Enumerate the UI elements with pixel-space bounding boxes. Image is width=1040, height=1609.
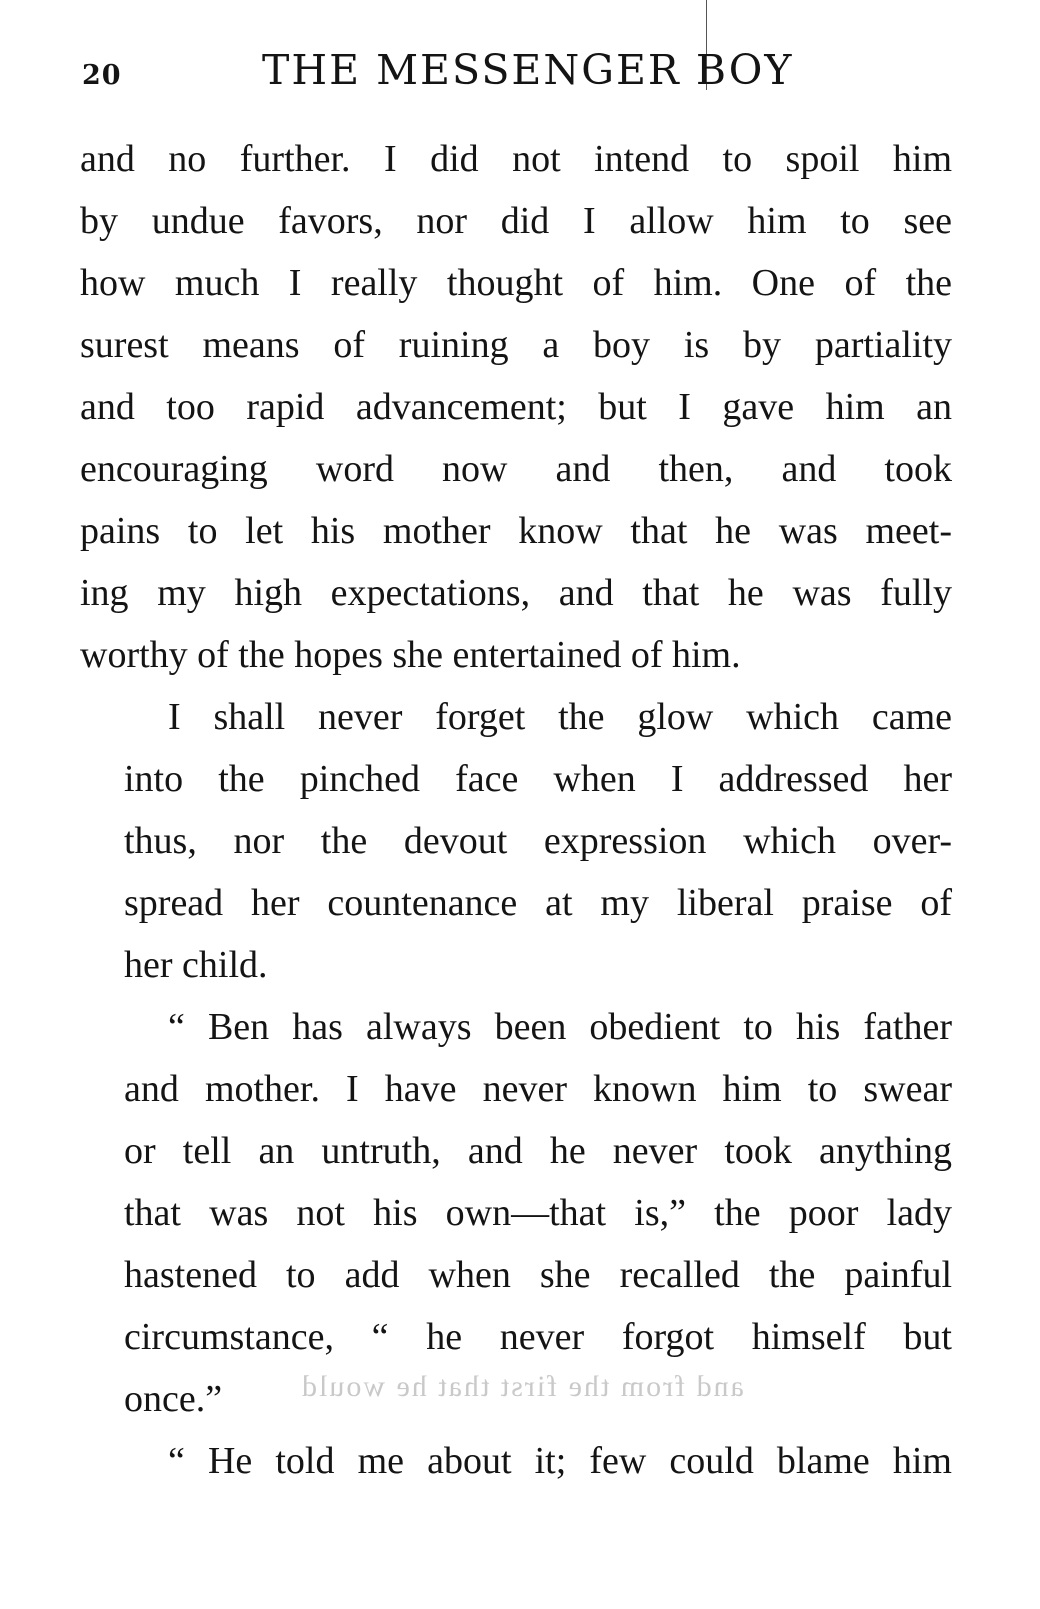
- text-line: spread her countenance at my liberal praise of: [124, 882, 952, 924]
- page-header: [76, 46, 956, 106]
- text-line: “ He told me about it; few could blame him: [168, 1440, 952, 1482]
- text-line: I shall never forget the glow which came: [168, 696, 952, 738]
- paragraph: [80, 996, 952, 1430]
- text-line: “ Ben has always been obedient to his father: [168, 1006, 952, 1048]
- text-line: into the pinched face when I addressed her: [124, 758, 952, 800]
- text-line: her child.: [124, 944, 268, 986]
- body-text: [80, 128, 952, 1492]
- text-line: pains to let his mother know that he was meet-: [80, 510, 952, 552]
- text-line: how much I really thought of him. One of the: [80, 262, 952, 304]
- text-line: that was not his own—that is,” the poor lady: [124, 1192, 952, 1234]
- text-line: and mother. I have never known him to swear: [124, 1068, 952, 1110]
- paragraph: [80, 128, 952, 686]
- text-line: thus, nor the devout expression which over-: [124, 820, 952, 862]
- text-line: by undue favors, nor did I allow him to see: [80, 200, 952, 242]
- text-line: circumstance, “ he never forgot himself but: [124, 1316, 952, 1358]
- text-line: encouraging word now and then, and took: [80, 448, 952, 490]
- text-line: ing my high expectations, and that he was fully: [80, 572, 952, 614]
- text-line: once.”: [124, 1378, 223, 1420]
- text-line: worthy of the hopes she entertained of him.: [80, 634, 741, 676]
- text-line: and too rapid advancement; but I gave him an: [80, 386, 952, 428]
- paragraph: [80, 686, 952, 996]
- paragraph: [80, 1430, 952, 1492]
- text-line: and no further. I did not intend to spoil him: [80, 138, 952, 180]
- show-through-text: and from the first that he would: [300, 1370, 744, 1403]
- page-number: 20: [82, 60, 122, 91]
- running-title: THE MESSENGER BOY: [262, 46, 794, 94]
- text-line: or tell an untruth, and he never took anything: [124, 1130, 952, 1172]
- text-line: surest means of ruining a boy is by partiality: [80, 324, 952, 366]
- text-line: hastened to add when she recalled the painful: [124, 1254, 952, 1296]
